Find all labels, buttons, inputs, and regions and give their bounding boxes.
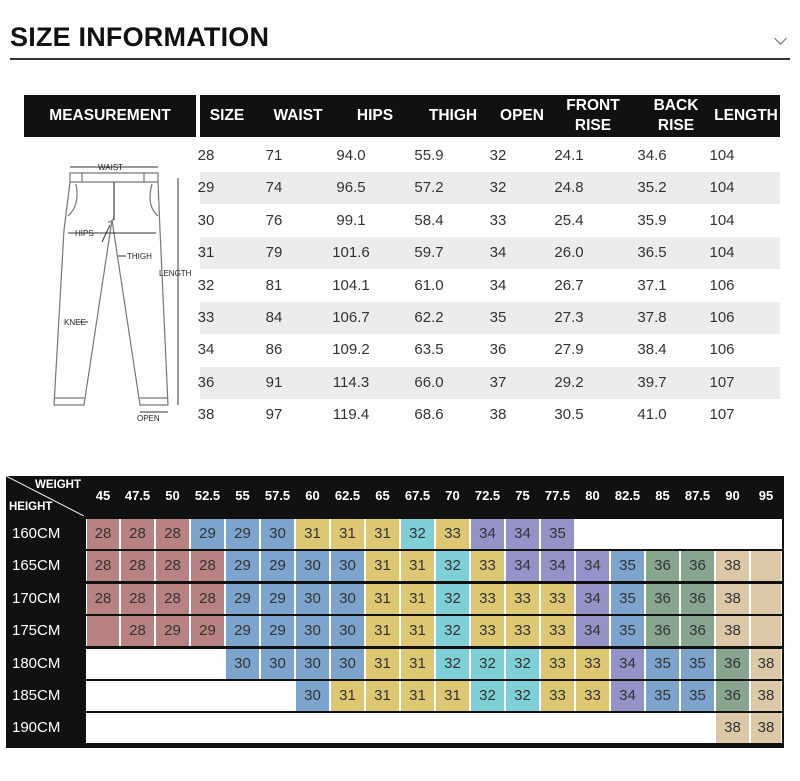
fit-cell: 28 [121,519,154,549]
size-table-header [24,95,780,137]
height-axis-label: HEIGHT [9,501,53,513]
fit-cell: 34 [541,551,574,581]
size-table-cell: 32 [197,276,215,294]
fit-cell: 33 [576,649,609,679]
fit-cell: 31 [366,519,399,549]
size-table-cell: 76 [265,211,283,229]
size-table-cell: 57.2 [414,179,444,197]
fit-cell: 34 [576,584,609,614]
fit-cell: 36 [716,681,749,711]
fit-cell: 38 [751,649,781,679]
size-table-cell: 68.6 [414,406,444,424]
fit-cell: 34 [506,519,539,549]
fit-cell [751,616,781,646]
size-table-cell: 28 [197,147,215,164]
fit-cell: 28 [191,551,224,581]
fit-cell: 29 [226,616,259,646]
chevron-down-icon[interactable] [774,32,787,45]
fit-cell: 31 [401,584,434,614]
size-table-cell: 61.0 [414,276,444,294]
size-table-row [197,367,780,399]
weight-header: 70 [445,488,460,503]
size-table-cell: 107 [709,373,735,391]
fit-cell: 32 [471,681,504,711]
fit-cell: 35 [681,649,714,679]
size-table-cell: 114.3 [332,373,370,391]
fit-cell: 31 [366,551,399,581]
size-table-cell: 41.0 [637,406,667,424]
size-table-cell: 38.4 [637,341,667,359]
fit-cell: 33 [506,616,539,646]
fit-cell: 35 [611,584,644,614]
size-table-row [197,334,780,366]
fit-cell: 30 [296,584,329,614]
col-length: LENGTH [712,95,780,137]
size-table-cell: 63.5 [414,341,444,359]
size-table-cell: 104 [709,179,735,197]
fit-cell: 30 [296,681,329,711]
chart-corner [6,476,84,516]
fit-cell: 28 [156,519,189,549]
title-divider [10,58,790,60]
fit-cell: 31 [366,616,399,646]
fit-cell: 28 [87,551,119,581]
size-table-cell: 104 [709,244,735,262]
weight-axis-label: WEIGHT [35,479,81,491]
height-label: 170CM [12,589,61,607]
fit-cell: 30 [331,616,364,646]
weight-header: 52.5 [194,488,221,503]
size-table-cell: 106 [709,276,735,294]
size-table-cell: 32 [489,147,507,164]
size-table-cell: 29.2 [554,373,584,391]
fit-cell: 28 [121,551,154,581]
fit-cell: 31 [401,649,434,679]
size-table-cell: 34 [489,244,507,262]
fit-cell: 33 [541,584,574,614]
size-table-cell: 109.2 [332,341,370,359]
size-table-cell: 27.3 [554,309,584,326]
size-table-cell: 36 [489,341,507,359]
size-table-cell: 55.9 [414,147,444,164]
size-table-cell: 35.2 [637,179,667,197]
size-table-cell: 79 [265,244,283,262]
size-table-cell: 107 [709,406,735,424]
height-label: 165CM [12,557,61,575]
fit-cell: 29 [156,616,189,646]
fit-cell: 31 [401,551,434,581]
size-table-cell: 34 [197,341,215,359]
size-table-cell: 36.5 [637,244,667,262]
fit-cell: 32 [436,584,469,614]
size-table-cell: 38 [489,406,507,424]
fit-cell: 29 [261,584,294,614]
size-table-cell: 29 [197,179,215,197]
knee-label: KNEE [64,318,86,327]
hips-label: HIPS [75,229,94,238]
fit-cell: 28 [87,519,119,549]
fit-cell: 31 [436,681,469,711]
fit-cell: 36 [681,551,714,581]
fit-cell: 30 [261,519,294,549]
fit-cell: 32 [436,616,469,646]
size-table-cell: 59.7 [414,244,444,262]
weight-header: 72.5 [474,488,501,503]
size-table-cell: 25.4 [554,211,584,229]
fit-cell: 35 [646,649,679,679]
fit-cell: 30 [226,649,259,679]
size-table-cell: 37.8 [637,309,667,326]
weight-header: 77.5 [544,488,571,503]
weight-header: 55 [235,488,250,503]
fit-cell: 35 [541,519,574,549]
size-table-cell: 104.1 [332,276,370,294]
weight-header: 82.5 [614,488,641,503]
size-table-cell: 106.7 [332,309,370,326]
fit-cell: 31 [366,584,399,614]
size-table-cell: 35 [489,309,507,326]
weight-header: 67.5 [404,488,431,503]
fit-cell: 33 [541,616,574,646]
fit-cell: 35 [681,681,714,711]
size-table-cell: 58.4 [414,211,444,229]
size-table-cell: 27.9 [554,341,584,359]
weight-header: 47.5 [124,488,151,503]
fit-cell: 36 [681,584,714,614]
col-front-rise: FRONT RISE [546,95,640,137]
col-waist: WAIST [254,95,342,137]
fit-cell: 31 [331,519,364,549]
weight-header: 87.5 [684,488,711,503]
fit-cell [751,584,781,614]
fit-cell [87,616,119,646]
fit-cell: 31 [296,519,329,549]
fit-cell: 34 [506,551,539,581]
size-table-cell: 94.0 [336,147,366,164]
size-table-row [197,237,780,269]
size-table-cell: 35.9 [637,211,667,229]
height-label: 160CM [12,525,61,542]
size-table-cell: 104 [709,147,735,164]
weight-header: 75 [515,488,530,503]
fit-cell: 32 [506,649,539,679]
size-table-cell: 31 [197,244,215,262]
size-table-cell: 74 [265,179,283,197]
fit-cell: 28 [156,584,189,614]
fit-cell: 33 [436,519,469,549]
page-title: SIZE INFORMATION [10,22,270,52]
col-thigh: THIGH [408,95,498,137]
fit-cell: 32 [436,551,469,581]
weight-header: 95 [758,488,774,503]
fit-cell: 29 [226,551,259,581]
height-label: 175CM [12,622,61,640]
fit-cell: 33 [576,681,609,711]
fit-cell: 34 [611,649,644,679]
fit-cell: 28 [191,584,224,614]
col-back-rise: BACK RISE [640,95,712,137]
size-table-cell: 26.7 [554,276,584,294]
fit-cell: 30 [331,584,364,614]
weight-header: 65 [375,488,390,503]
size-table-row [197,399,780,431]
fit-cell: 36 [646,584,679,614]
size-table-cell: 104 [709,211,735,229]
fit-cell: 36 [646,616,679,646]
fit-cell: 28 [156,551,189,581]
fit-cell: 28 [121,616,154,646]
fit-cell [751,551,781,581]
size-table-row [197,205,780,237]
size-table-cell: 71 [265,147,283,164]
fit-cell: 34 [576,616,609,646]
size-table-cell: 38 [197,406,215,424]
fit-cell: 30 [296,616,329,646]
size-table-cell: 106 [709,341,735,359]
size-table-cell: 84 [265,309,283,326]
weight-header: 57.5 [264,488,291,503]
fit-cell: 32 [471,649,504,679]
fit-cell: 38 [716,551,749,581]
fit-cell: 30 [296,551,329,581]
measurement-header: MEASUREMENT [24,95,196,137]
fit-cell: 29 [191,519,224,549]
fit-cell: 31 [366,649,399,679]
size-table-cell: 34.6 [637,147,667,164]
weight-header: 45 [95,488,111,503]
size-table-cell: 81 [265,276,283,294]
fit-cell: 30 [331,649,364,679]
size-table-cell: 37.1 [637,276,667,294]
fit-cell: 33 [541,681,574,711]
size-table-cell: 91 [265,373,283,391]
col-hips: HIPS [342,95,408,137]
size-table-cell: 24.1 [554,147,584,164]
fit-cell: 36 [646,551,679,581]
fit-cell: 28 [87,584,119,614]
fit-cell: 33 [471,616,504,646]
size-table-row [197,172,780,204]
size-table-cell: 66.0 [414,373,444,391]
fit-cell: 38 [751,713,781,743]
size-table-cell: 24.8 [554,179,584,197]
fit-cell: 31 [401,681,434,711]
weight-header: 90 [725,488,740,503]
size-table-cell: 39.7 [637,373,667,391]
weight-header: 85 [655,488,670,503]
size-table-row [197,270,780,302]
size-table-cell: 97 [265,406,283,424]
size-table-cell: 36 [197,373,215,391]
size-table-cell: 30.5 [554,406,584,424]
size-table-cell: 33 [197,309,215,326]
fit-cell: 34 [576,551,609,581]
weight-header: 60 [305,488,320,503]
fit-cell: 38 [716,616,749,646]
fit-cell: 28 [121,584,154,614]
weight-header: 62.5 [334,488,361,503]
fit-cell: 33 [471,584,504,614]
fit-cell: 29 [261,616,294,646]
fit-cell: 30 [296,649,329,679]
fit-cell: 31 [331,681,364,711]
pants-diagram [40,160,200,425]
size-table-cell: 106 [709,309,735,326]
open-label: OPEN [137,414,160,423]
weight-header: 50 [165,488,180,503]
height-label: 185CM [12,687,61,704]
fit-cell: 32 [436,649,469,679]
size-table-cell: 86 [265,341,283,359]
fit-cell: 36 [681,616,714,646]
fit-cell: 35 [611,616,644,646]
fit-cell: 33 [541,649,574,679]
fit-cell: 29 [191,616,224,646]
size-table-cell: 119.4 [332,406,370,424]
col-size: SIZE [200,95,254,137]
size-table-row [197,140,780,172]
size-table-cell: 32 [489,179,507,197]
fit-cell: 34 [611,681,644,711]
fit-cell: 31 [366,681,399,711]
fit-cell: 36 [716,649,749,679]
fit-cell: 32 [506,681,539,711]
size-table-cell: 34 [489,276,507,294]
weight-header: 80 [585,488,600,503]
height-label: 190CM [12,719,61,737]
fit-cell: 33 [471,551,504,581]
height-label: 180CM [12,654,61,672]
thigh-label: THIGH [127,252,152,261]
size-table-cell: 26.0 [554,244,584,262]
fit-cell: 30 [331,551,364,581]
waist-label: WAIST [98,163,124,172]
fit-cell: 35 [646,681,679,711]
fit-cell: 29 [226,584,259,614]
length-label: LENGTH [159,269,192,278]
fit-cell: 29 [261,551,294,581]
fit-cell: 38 [716,584,749,614]
size-table-cell: 30 [197,211,215,229]
size-table-cell: 101.6 [332,244,370,262]
fit-cell: 30 [261,649,294,679]
fit-cell: 29 [226,519,259,549]
fit-cell: 31 [401,616,434,646]
fit-cell: 32 [401,519,434,549]
size-table-row [197,302,780,334]
size-table-cell: 33 [489,211,507,229]
col-open: OPEN [498,95,546,137]
fit-cell: 35 [611,551,644,581]
fit-cell: 38 [751,681,781,711]
size-fit-chart [6,476,784,748]
fit-cell: 33 [506,584,539,614]
size-table-cell: 99.1 [336,211,366,229]
size-table-cell: 37 [489,373,507,391]
fit-row [86,713,782,743]
size-table-cell: 62.2 [414,309,444,326]
size-table-cell: 96.5 [336,179,366,197]
fit-cell: 34 [471,519,504,549]
fit-cell: 38 [716,713,749,743]
